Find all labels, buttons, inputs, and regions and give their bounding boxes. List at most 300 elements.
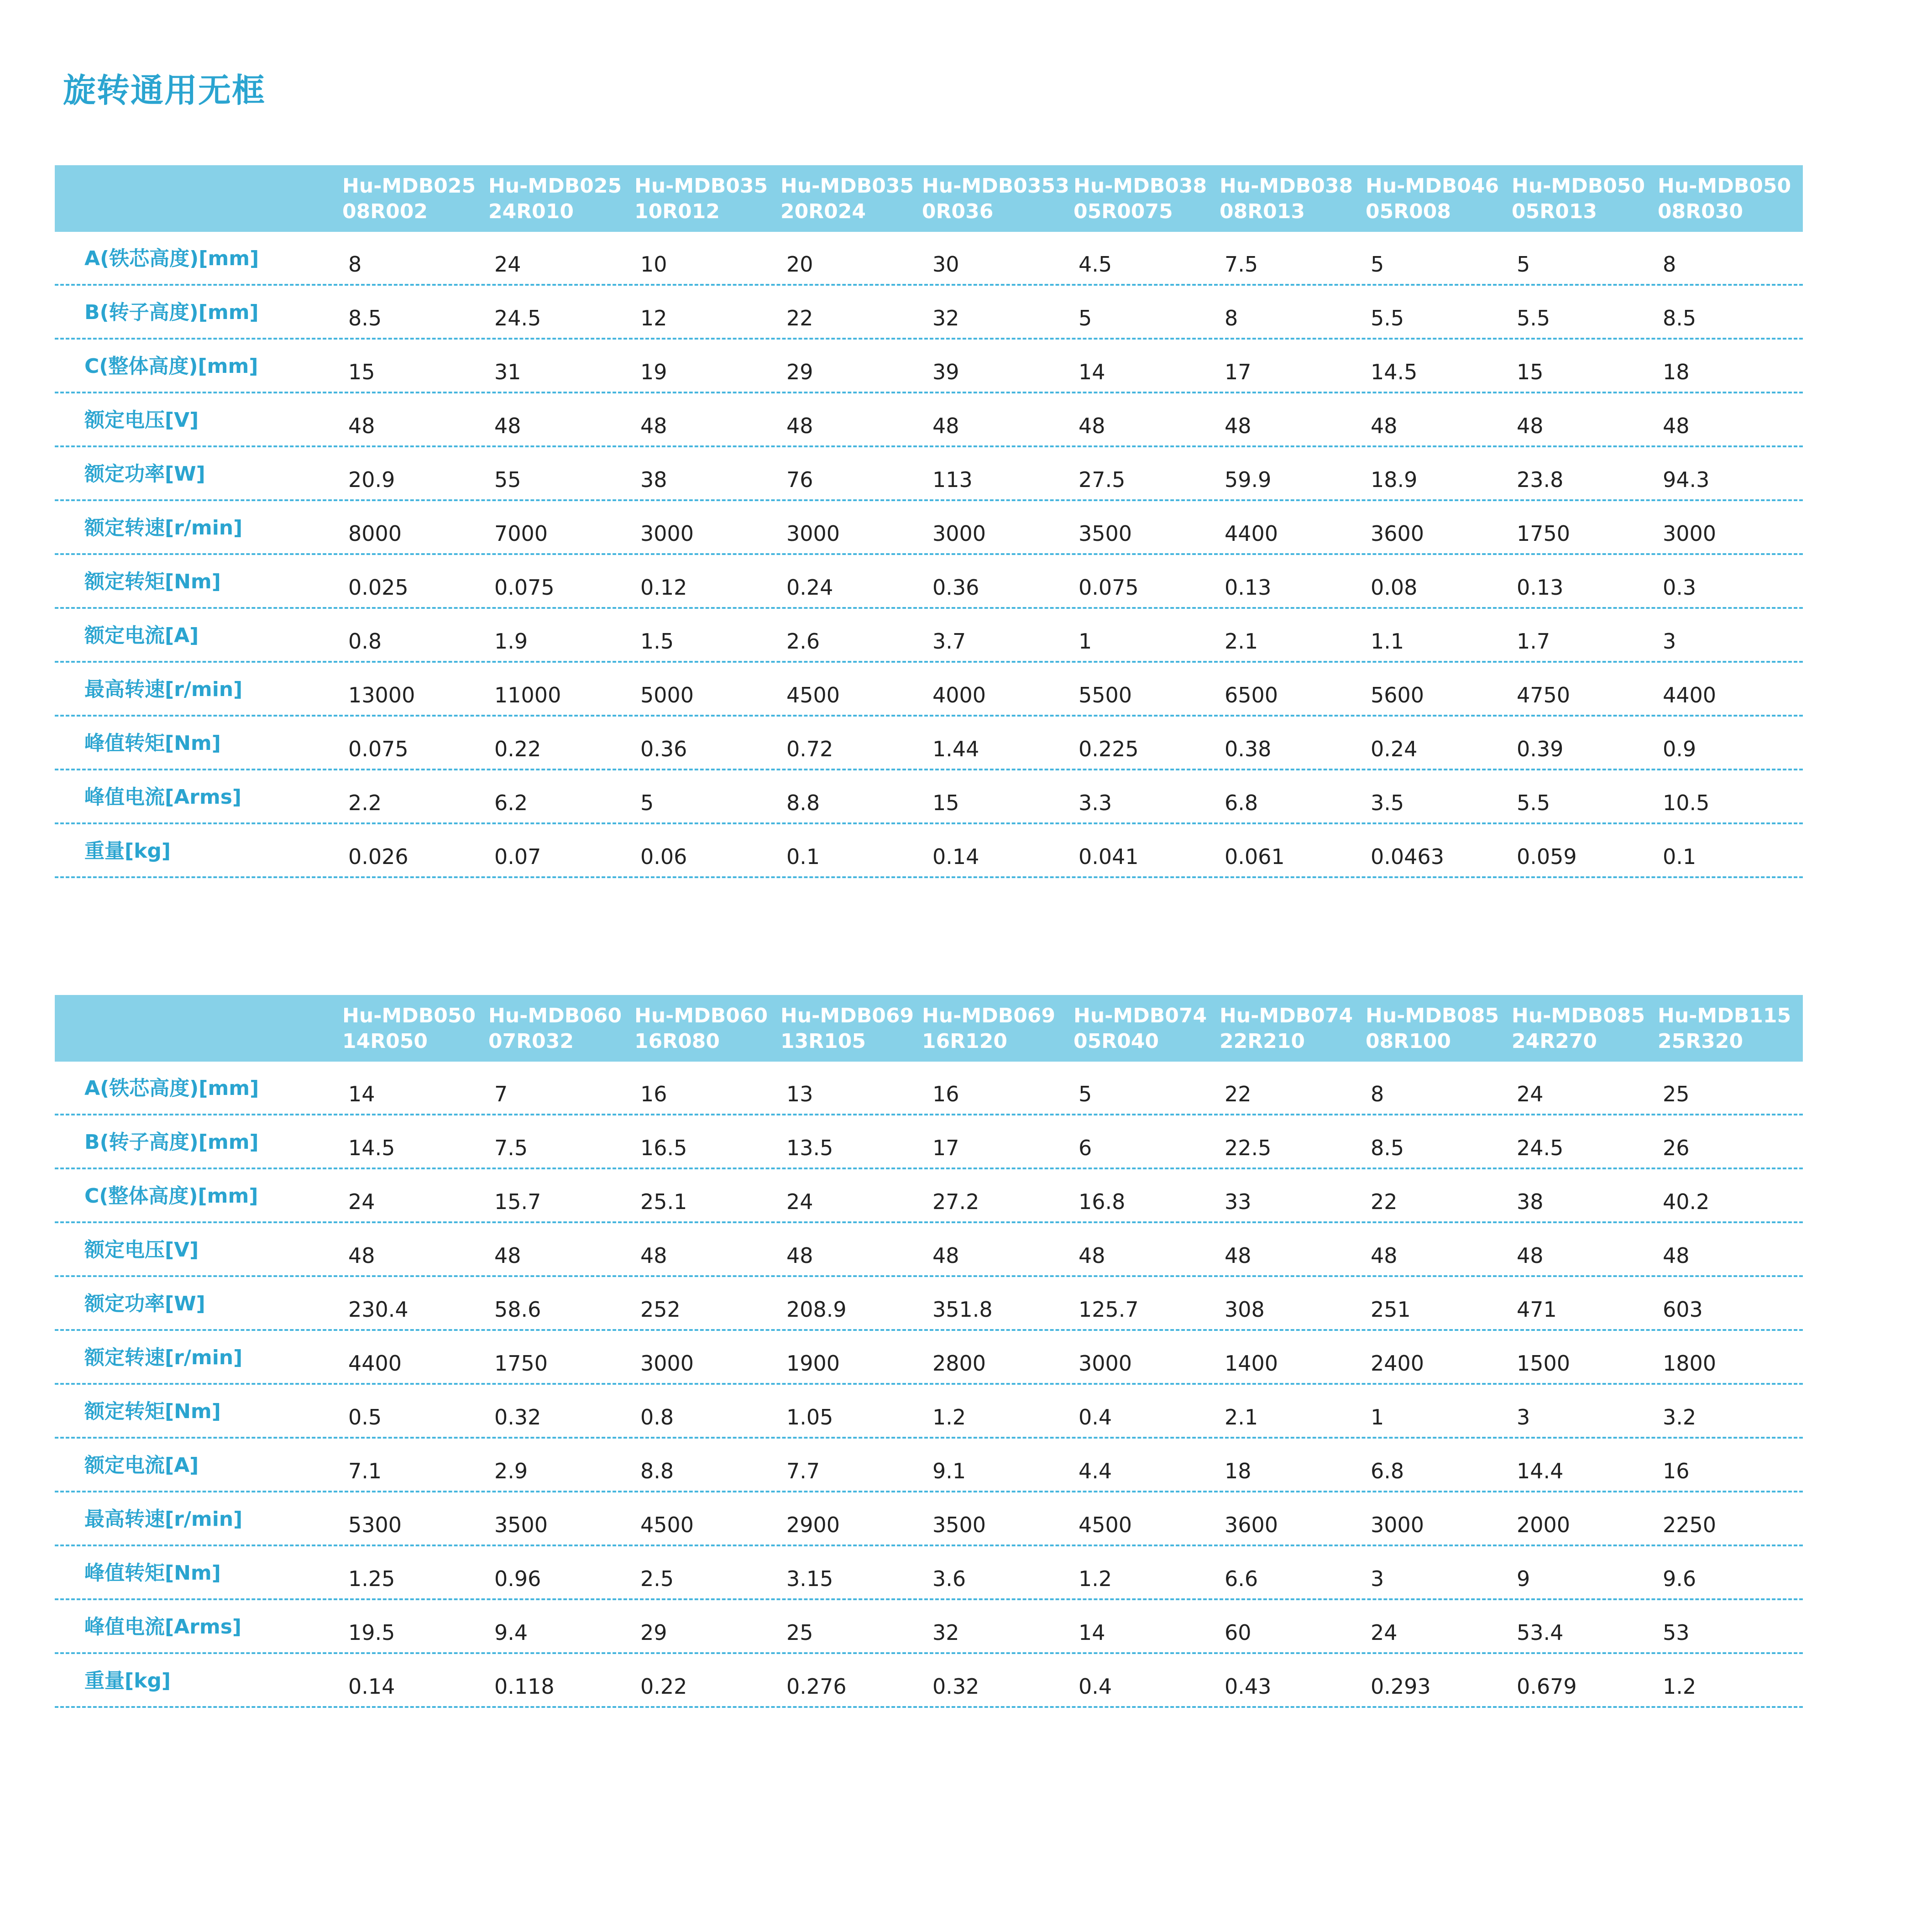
table-cell: 11000 [494,683,561,707]
row-label: 最高转速[r/min] [84,1508,243,1531]
table-cell: 16.5 [640,1136,687,1160]
table-cell: 6.2 [494,791,528,815]
table-cell: 10.5 [1663,791,1710,815]
table-cell: 7.1 [348,1459,382,1483]
model-series: Hu-MDB050 [342,1004,476,1027]
table-cell: 20 [786,252,813,277]
table-cell: 15 [1517,360,1544,384]
table-cell: 38 [640,467,667,492]
table-cell: 48 [348,1243,375,1268]
row-label: 峰值转矩[Nm] [84,732,221,755]
table-cell: 0.06 [640,844,687,869]
table-cell: 14 [1079,360,1105,384]
row-label: 重量[kg] [84,839,171,863]
table-row [55,717,1803,770]
table-cell: 1800 [1663,1351,1717,1376]
table-cell: 3500 [932,1513,986,1537]
row-label: 峰值电流[Arms] [84,1615,242,1639]
table-cell: 24.5 [1517,1136,1564,1160]
table-cell: 22.5 [1225,1136,1272,1160]
table-cell: 2000 [1517,1513,1571,1537]
column-header-model [1512,173,1658,225]
table-cell: 48 [1371,1243,1398,1268]
table-cell: 18.9 [1371,467,1418,492]
table-cell: 30 [932,252,959,277]
table-cell: 4000 [932,683,986,707]
table-cell: 3600 [1371,521,1424,546]
row-label: B(转子高度)[mm] [84,301,259,324]
table-cell: 12 [640,306,667,330]
table-cell: 5500 [1079,683,1132,707]
spec-table-1 [55,165,1803,878]
table-cell: 19.5 [348,1620,395,1645]
table-cell: 4.5 [1079,252,1112,277]
table-cell: 0.1 [786,844,820,869]
table-cell: 15 [348,360,375,384]
table-cell: 6 [1079,1136,1092,1160]
model-variant: 08R030 [1658,200,1743,223]
table-cell: 1.5 [640,629,674,654]
row-label: A(铁芯高度)[mm] [84,247,259,270]
table-cell: 0.24 [1371,737,1418,761]
table-cell: 9.6 [1663,1566,1697,1591]
table-cell: 4400 [348,1351,402,1376]
table-cell: 13 [786,1082,813,1106]
table-cell: 2900 [786,1513,840,1537]
table-cell: 1.1 [1371,629,1404,654]
row-label: 额定电压[V] [84,408,199,432]
row-label: 最高转速[r/min] [84,678,243,701]
table-cell: 7.5 [1225,252,1258,277]
table-cell: 0.14 [348,1674,395,1699]
table-row [55,1169,1803,1223]
table-cell: 9 [1517,1566,1530,1591]
table-cell: 0.36 [932,575,979,600]
model-variant: 16R120 [922,1030,1007,1053]
table-cell: 76 [786,467,813,492]
table-cell: 8.5 [1371,1136,1404,1160]
table-cell: 14.5 [348,1136,395,1160]
table-cell: 48 [1663,1243,1690,1268]
model-variant: 14R050 [342,1030,428,1053]
table-cell: 53 [1663,1620,1690,1645]
table-cell: 29 [640,1620,667,1645]
table-cell: 48 [494,1243,521,1268]
table-cell: 59.9 [1225,467,1272,492]
model-variant: 25R320 [1658,1030,1743,1053]
model-series: Hu-MDB085 [1512,1004,1645,1027]
table-cell: 2.1 [1225,1405,1258,1429]
table-cell: 8.8 [786,791,820,815]
table-cell: 208.9 [786,1297,847,1322]
table-cell: 2.6 [786,629,820,654]
table-row [55,1385,1803,1439]
table-cell: 0.059 [1517,844,1577,869]
table-header [55,165,1803,232]
row-label: 峰值转矩[Nm] [84,1561,221,1585]
model-variant: 08R100 [1366,1030,1451,1053]
table-cell: 0.225 [1079,737,1139,761]
table-cell: 0.07 [494,844,541,869]
column-header-model [342,1003,488,1054]
table-cell: 48 [640,1243,667,1268]
table-cell: 0.4 [1079,1405,1112,1429]
model-variant: 24R010 [488,200,574,223]
table-cell: 1.2 [1663,1674,1697,1699]
table-cell: 14.4 [1517,1459,1564,1483]
table-cell: 1.9 [494,629,528,654]
table-cell: 27.5 [1079,467,1126,492]
table-row [55,393,1803,447]
table-cell: 3.2 [1663,1405,1697,1429]
table-cell: 0.14 [932,844,979,869]
table-cell: 19 [640,360,667,384]
table-cell: 3600 [1225,1513,1278,1537]
model-series: Hu-MDB050 [1512,174,1645,198]
table-cell: 5 [640,791,654,815]
column-header-model [634,1003,780,1054]
table-cell: 1.05 [786,1405,833,1429]
table-cell: 53.4 [1517,1620,1564,1645]
table-cell: 7 [494,1082,508,1106]
table-row [55,1492,1803,1546]
table-cell: 48 [1517,1243,1544,1268]
table-cell: 48 [932,414,959,438]
table-cell: 25 [1663,1082,1690,1106]
table-cell: 6.8 [1225,791,1258,815]
table-cell: 0.22 [640,1674,687,1699]
table-cell: 0.5 [348,1405,382,1429]
model-variant: 08R013 [1220,200,1305,223]
table-row [55,555,1803,609]
table-cell: 251 [1371,1297,1411,1322]
table-cell: 3000 [786,521,840,546]
table-cell: 48 [1225,1243,1251,1268]
table-cell: 1 [1079,629,1092,654]
table-cell: 26 [1663,1136,1690,1160]
table-cell: 0.22 [494,737,541,761]
table-cell: 8 [1371,1082,1384,1106]
table-cell: 603 [1663,1297,1703,1322]
table-cell: 13.5 [786,1136,833,1160]
column-header-model [1073,173,1220,225]
table-cell: 16 [932,1082,959,1106]
table-cell: 40.2 [1663,1189,1710,1214]
model-series: Hu-MDB074 [1073,1004,1207,1027]
table-cell: 7000 [494,521,548,546]
table-cell: 3000 [1371,1513,1424,1537]
table-header [55,995,1803,1062]
table-cell: 3.5 [1371,791,1404,815]
table-cell: 0.08 [1371,575,1418,600]
model-variant: 13R105 [780,1030,866,1053]
table-cell: 0.38 [1225,737,1272,761]
model-series: Hu-MDB115 [1658,1004,1791,1027]
table-cell: 113 [932,467,973,492]
table-cell: 17 [932,1136,959,1160]
table-cell: 2.1 [1225,629,1258,654]
column-header-model [922,173,1068,225]
table-cell: 0.276 [786,1674,847,1699]
model-variant: 07R032 [488,1030,574,1053]
table-cell: 1750 [494,1351,548,1376]
row-label: 额定功率[W] [84,462,205,486]
table-cell: 1400 [1225,1351,1278,1376]
table-row [55,232,1803,286]
table-cell: 3.3 [1079,791,1112,815]
table-cell: 4500 [786,683,840,707]
table-cell: 3 [1517,1405,1530,1429]
model-series: Hu-MDB035 [780,174,914,198]
model-variant: 20R024 [780,200,866,223]
table-cell: 0.293 [1371,1674,1431,1699]
table-cell: 0.32 [494,1405,541,1429]
table-cell: 27.2 [932,1189,979,1214]
model-variant: 10R012 [634,200,720,223]
table-cell: 5600 [1371,683,1424,707]
table-cell: 471 [1517,1297,1557,1322]
model-series: Hu-MDB074 [1220,1004,1353,1027]
column-header-model [1366,173,1512,225]
table-cell: 3 [1663,629,1676,654]
row-label: 重量[kg] [84,1669,171,1692]
table-cell: 13000 [348,683,415,707]
column-header-model [780,173,927,225]
table-cell: 94.3 [1663,467,1710,492]
table-cell: 55 [494,467,521,492]
table-cell: 29 [786,360,813,384]
table-cell: 7.5 [494,1136,528,1160]
model-series: Hu-MDB038 [1073,174,1207,198]
table-cell: 15 [932,791,959,815]
table-cell: 24.5 [494,306,541,330]
table-cell: 5 [1517,252,1530,277]
table-cell: 0.36 [640,737,687,761]
row-label: 额定转速[r/min] [84,1346,243,1369]
table-cell: 0.39 [1517,737,1564,761]
table-row [55,286,1803,340]
table-cell: 0.075 [1079,575,1139,600]
row-label: 峰值电流[Arms] [84,785,242,809]
model-variant: 05R008 [1366,200,1451,223]
table-row [55,609,1803,663]
model-series: Hu-MDB060 [634,1004,768,1027]
table-cell: 15.7 [494,1189,541,1214]
table-cell: 48 [1225,414,1251,438]
table-cell: 3500 [1079,521,1132,546]
table-cell: 4500 [640,1513,694,1537]
table-cell: 5000 [640,683,694,707]
table-cell: 8 [348,252,362,277]
table-cell: 0.43 [1225,1674,1272,1699]
table-cell: 1500 [1517,1351,1571,1376]
table-cell: 2.5 [640,1566,674,1591]
table-row [55,1331,1803,1385]
table-cell: 0.026 [348,844,408,869]
model-series: Hu-MDB069 [922,1004,1056,1027]
table-cell: 230.4 [348,1297,408,1322]
column-header-model [1366,1003,1512,1054]
table-cell: 3 [1371,1566,1384,1591]
model-series: Hu-MDB035 [634,174,768,198]
model-series: Hu-MDB0353 [922,174,1069,198]
table-cell: 1.44 [932,737,979,761]
table-cell: 4400 [1663,683,1717,707]
table-cell: 1.25 [348,1566,395,1591]
column-header-model [488,173,634,225]
table-cell: 32 [932,306,959,330]
table-cell: 0.24 [786,575,833,600]
table-cell: 1 [1371,1405,1384,1429]
table-cell: 20.9 [348,467,395,492]
table-cell: 2800 [932,1351,986,1376]
table-cell: 24 [786,1189,813,1214]
table-row [55,663,1803,717]
table-cell: 5.5 [1371,306,1404,330]
model-variant: 24R270 [1512,1030,1597,1053]
table-cell: 4.4 [1079,1459,1112,1483]
table-row [55,1115,1803,1169]
table-cell: 39 [932,360,959,384]
table-cell: 3000 [1663,521,1717,546]
table-cell: 3000 [640,1351,694,1376]
model-variant: 05R040 [1073,1030,1159,1053]
table-cell: 7.7 [786,1459,820,1483]
table-cell: 0.32 [932,1674,979,1699]
table-cell: 5.5 [1517,791,1550,815]
table-cell: 10 [640,252,667,277]
table-cell: 2400 [1371,1351,1424,1376]
spec-table-2 [55,995,1803,1708]
table-cell: 24 [494,252,521,277]
model-series: Hu-MDB069 [780,1004,914,1027]
table-cell: 0.13 [1225,575,1272,600]
table-cell: 252 [640,1297,681,1322]
table-cell: 8.5 [348,306,382,330]
table-cell: 25.1 [640,1189,687,1214]
table-cell: 22 [1371,1189,1398,1214]
model-series: Hu-MDB046 [1366,174,1499,198]
row-label: 额定电流[A] [84,624,199,647]
column-header-model [1073,1003,1220,1054]
table-cell: 308 [1225,1297,1265,1322]
table-cell: 18 [1663,360,1690,384]
column-header-model [1220,1003,1366,1054]
table-cell: 0.679 [1517,1674,1577,1699]
table-cell: 24 [1371,1620,1398,1645]
table-cell: 0.1 [1663,844,1697,869]
table-cell: 6500 [1225,683,1278,707]
table-cell: 2.2 [348,791,382,815]
column-header-model [780,1003,927,1054]
table-row [55,1546,1803,1600]
table-cell: 3.6 [932,1566,966,1591]
table-cell: 1900 [786,1351,840,1376]
table-cell: 2.9 [494,1459,528,1483]
table-cell: 8 [1663,252,1676,277]
table-cell: 23.8 [1517,467,1564,492]
column-header-model [634,173,780,225]
table-cell: 48 [1517,414,1544,438]
table-row [55,340,1803,393]
row-label: 额定转矩[Nm] [84,570,221,593]
table-cell: 0.025 [348,575,408,600]
table-cell: 48 [786,414,813,438]
model-variant: 05R0075 [1073,200,1173,223]
table-cell: 0.8 [640,1405,674,1429]
table-cell: 1.2 [932,1405,966,1429]
row-label: 额定功率[W] [84,1292,205,1315]
table-cell: 14.5 [1371,360,1418,384]
page-title: 旋转通用无框 [63,71,266,110]
table-cell: 48 [1079,1243,1105,1268]
column-header-model [922,1003,1068,1054]
row-label: C(整体高度)[mm] [84,1184,258,1208]
column-header-model [1658,173,1804,225]
table-cell: 24 [1517,1082,1544,1106]
table-cell: 6.6 [1225,1566,1258,1591]
table-row [55,1277,1803,1331]
table-cell: 0.0463 [1371,844,1444,869]
table-row [55,1223,1803,1277]
table-cell: 8.8 [640,1459,674,1483]
table-cell: 9.1 [932,1459,966,1483]
table-cell: 16 [1663,1459,1690,1483]
table-row [55,1062,1803,1115]
table-cell: 5 [1079,306,1092,330]
table-cell: 48 [1663,414,1690,438]
table-cell: 8 [1225,306,1238,330]
table-cell: 48 [786,1243,813,1268]
table-cell: 0.9 [1663,737,1697,761]
table-cell: 16 [640,1082,667,1106]
model-variant: 0R036 [922,200,994,223]
column-header-model [1512,1003,1658,1054]
table-cell: 0.061 [1225,844,1285,869]
row-label: B(转子高度)[mm] [84,1131,259,1154]
table-cell: 31 [494,360,521,384]
table-cell: 48 [1079,414,1105,438]
table-row [55,501,1803,555]
table-cell: 4750 [1517,683,1571,707]
table-cell: 0.075 [348,737,408,761]
table-cell: 14 [1079,1620,1105,1645]
table-cell: 33 [1225,1189,1251,1214]
table-row [55,1654,1803,1708]
table-cell: 0.13 [1517,575,1564,600]
column-header-model [342,173,488,225]
table-cell: 38 [1517,1189,1544,1214]
table-cell: 24 [348,1189,375,1214]
table-cell: 0.72 [786,737,833,761]
table-cell: 0.96 [494,1566,541,1591]
table-cell: 16.8 [1079,1189,1126,1214]
table-cell: 9.4 [494,1620,528,1645]
table-cell: 5.5 [1517,306,1550,330]
table-cell: 1.7 [1517,629,1550,654]
table-cell: 48 [932,1243,959,1268]
table-cell: 4400 [1225,521,1278,546]
table-row [55,447,1803,501]
table-cell: 5 [1079,1082,1092,1106]
table-cell: 0.3 [1663,575,1697,600]
model-series: Hu-MDB025 [488,174,622,198]
table-cell: 3000 [932,521,986,546]
model-series: Hu-MDB085 [1366,1004,1499,1027]
table-cell: 5300 [348,1513,402,1537]
table-cell: 48 [348,414,375,438]
table-cell: 1.2 [1079,1566,1112,1591]
